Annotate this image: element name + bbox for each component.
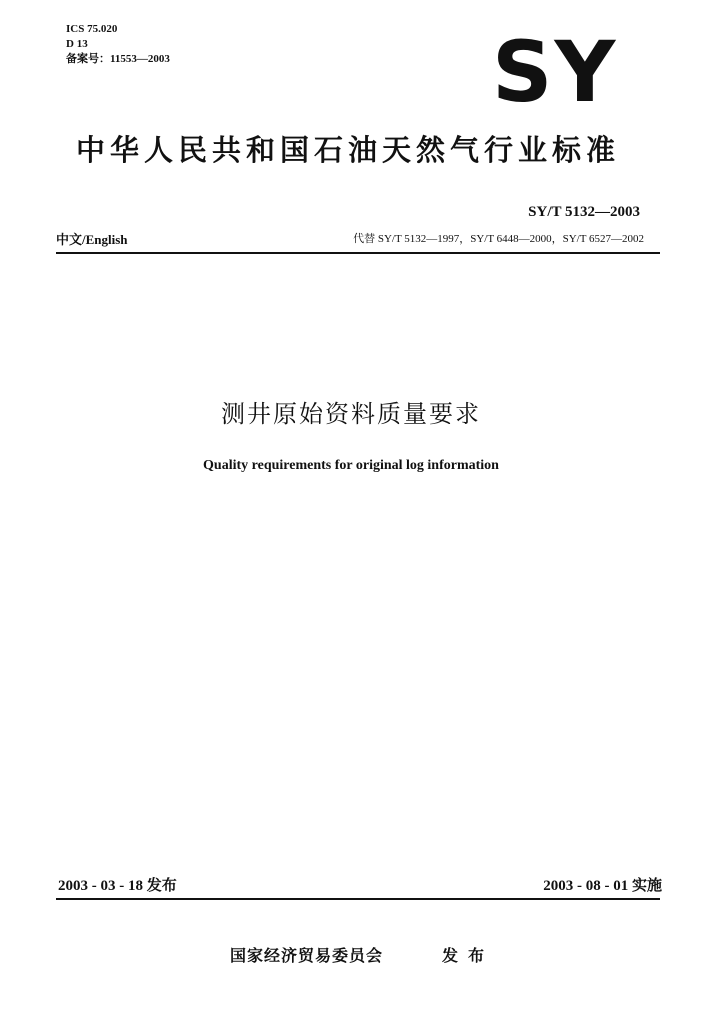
issue-date: 2003 - 03 - 18 发布	[58, 878, 177, 894]
effective-date: 2003 - 08 - 01 实施	[543, 878, 662, 894]
standard-code: SY/T 5132—2003	[528, 204, 640, 220]
top-divider	[56, 252, 660, 254]
document-title-english: Quality requirements for original log information	[203, 458, 499, 473]
header-meta	[66, 22, 170, 67]
language-label: 中文/English	[56, 232, 128, 247]
publish-verb: 发布	[442, 946, 495, 965]
ministry-title: 中华人民共和国石油天然气行业标准	[76, 133, 621, 167]
record-number: 备案号：11553—2003	[66, 53, 170, 65]
document-title-chinese: 测井原始资料质量要求	[221, 400, 481, 428]
publisher: 国家经济贸易委员会	[230, 946, 384, 965]
sy-logo: SY	[492, 23, 618, 121]
classification-code: D 13	[66, 38, 88, 50]
ics-code: ICS 75.020	[66, 23, 118, 35]
replaces-note: 代替 SY/T 5132—1997，SY/T 6448—2000，SY/T 6527—2002	[353, 233, 644, 245]
bottom-divider	[56, 898, 660, 900]
